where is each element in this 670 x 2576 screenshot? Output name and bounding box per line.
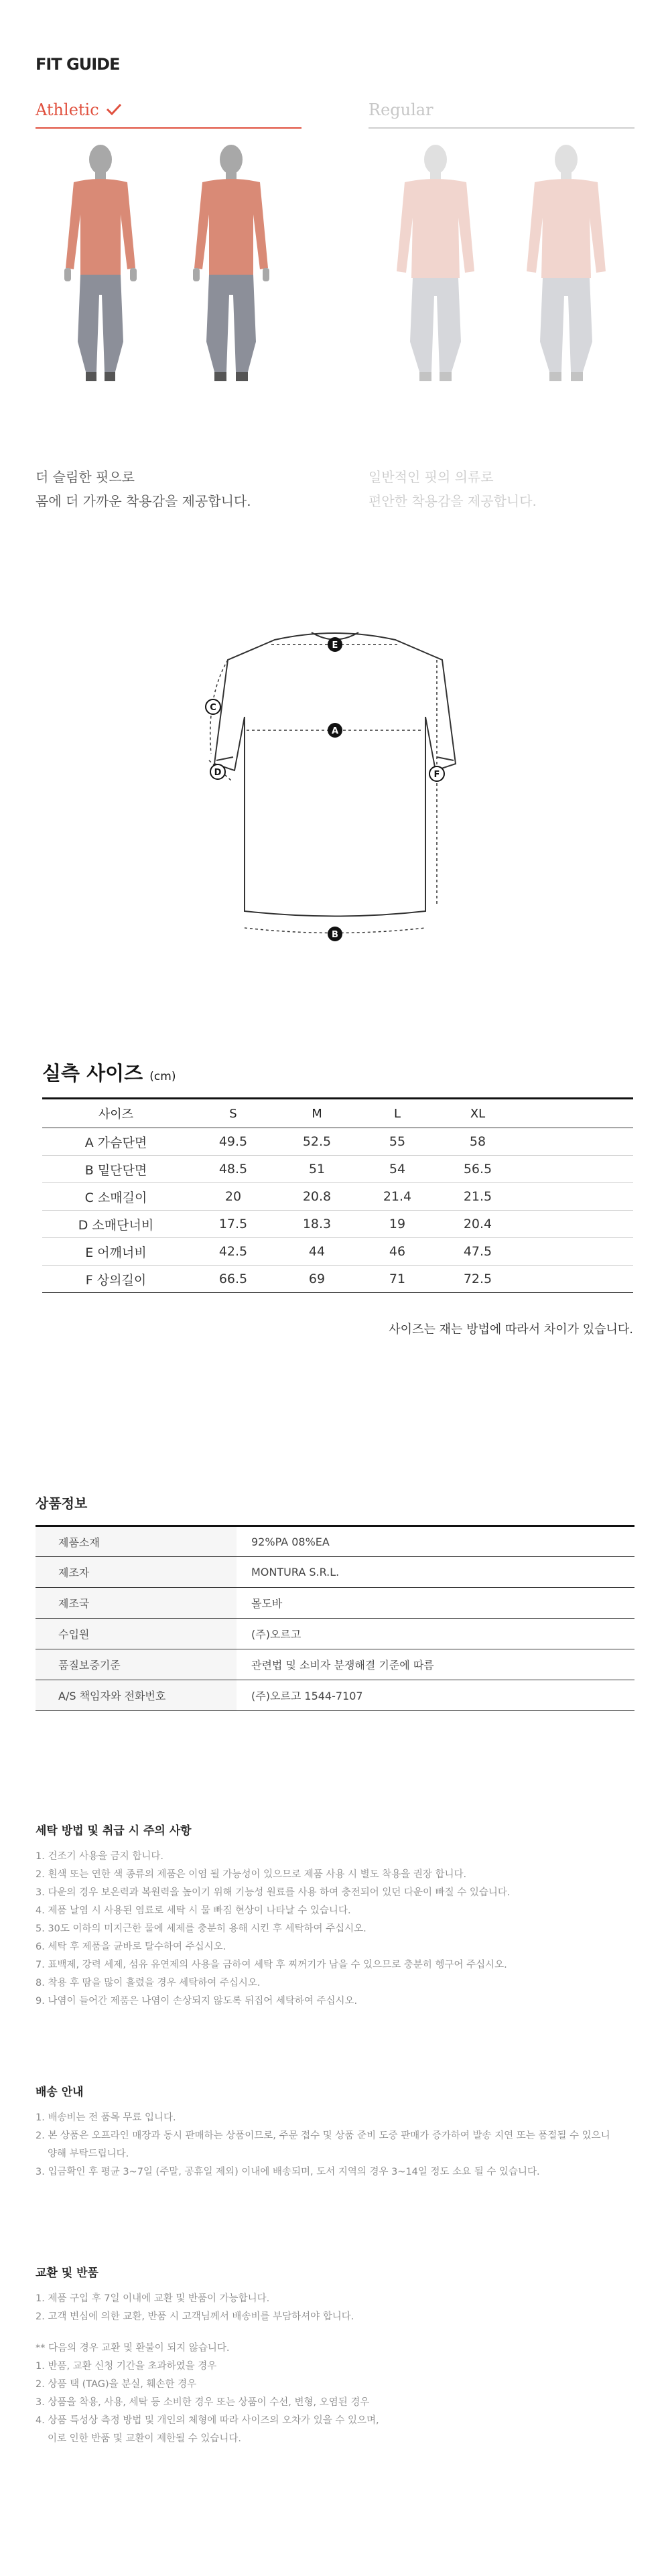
list-item: 5. 30도 이하의 미지근한 물에 세제를 충분히 용해 시킨 후 세탁하여 주십시오. [36, 1923, 366, 1934]
list-item: 3. 상품을 착용, 사용, 세탁 등 소비한 경우 또는 상품이 수선, 변형, 오염된 경우 [36, 2397, 370, 2408]
table-row: D 소매단너비 17.5 18.3 19 20.4 [42, 1211, 633, 1238]
list-item: 양해 부탁드립니다. [48, 2149, 129, 2159]
table-row: F 상의길이 66.5 69 71 72.5 [42, 1266, 633, 1293]
regular-back-figure [527, 145, 606, 381]
label-f: F [433, 770, 440, 780]
regular-fit-description: 일반적인 핏의 의류로 편안한 착용감을 제공합니다. [368, 469, 537, 509]
athletic-back-figure [193, 145, 269, 381]
tshirt-measurement-diagram [194, 623, 476, 958]
label-b: B [332, 930, 338, 940]
label-d: D [214, 768, 222, 778]
product-info-title: 상품정보 [36, 1495, 88, 1511]
size-chart-note: 사이즈는 재는 방법에 따라서 차이가 있습니다. [389, 1323, 633, 1337]
label-e: E [332, 640, 338, 651]
table-row: 제조자 MONTURA S.R.L. [36, 1557, 634, 1588]
exchange-title: 교환 및 반품 [36, 2266, 98, 2280]
shipping-list [36, 2109, 639, 2181]
table-row: 제조국 몰도바 [36, 1588, 634, 1619]
label-a: A [331, 726, 339, 736]
size-header-row: 사이즈 S M L XL [42, 1099, 633, 1128]
list-item: 4. 상품 특성상 측정 방법 및 개인의 체형에 따라 사이즈의 오차가 있을 수 있으며, [36, 2415, 379, 2426]
table-row: 품질보증기준 관련법 및 소비자 분쟁해결 기준에 따름 [36, 1649, 634, 1680]
list-item: 이로 인한 반품 및 교환이 제한될 수 있습니다. [48, 2433, 241, 2444]
tab-regular[interactable] [368, 100, 433, 119]
athletic-fit-figures [27, 141, 322, 429]
tab-regular-label: Regular [368, 100, 433, 119]
table-row: E 어깨너비 42.5 44 46 47.5 [42, 1238, 633, 1266]
table-row: A/S 책임자와 전화번호 (주)오르고 1544-7107 [36, 1680, 634, 1711]
exceptions-title: ** 다음의 경우 교환 및 환불이 되지 않습니다. [36, 2343, 230, 2354]
tab-regular-underline [368, 127, 634, 129]
athletic-fit-description: 더 슬림한 핏으로 몸에 더 가까운 착용감을 제공합니다. [36, 469, 251, 509]
table-row: B 밑단단면 48.5 51 54 56.5 [42, 1156, 633, 1183]
list-item: 2. 고객 변심에 의한 교환, 반품 시 고객님께서 배송비를 부담하셔야 합니다. [36, 2311, 354, 2322]
list-item: 1. 반품, 교환 신청 기간을 초과하였을 경우 [36, 2361, 217, 2372]
list-item: 4. 제품 날염 시 사용된 염료로 세탁 시 물 빠짐 현상이 나타날 수 있습니다. [36, 1905, 351, 1916]
table-row: 수입원 (주)오르고 [36, 1619, 634, 1649]
shipping-title: 배송 안내 [36, 2086, 84, 2099]
tshirt-outline [214, 633, 456, 917]
list-item: 6. 세탁 후 제품을 균바로 탈수하여 주십시오. [36, 1942, 226, 1952]
label-c: C [210, 703, 216, 713]
list-item: 1. 제품 구입 후 7일 이내에 교환 및 반품이 가능합니다. [36, 2293, 270, 2304]
list-item: 3. 입금확인 후 평균 3~7일 (주말, 공휴일 제외) 이내에 배송되며, 도서 지역의 경우 3~14일 정도 소요 될 수 있습니다. [36, 2167, 540, 2177]
list-item: 2. 흰색 또는 연한 색 종류의 제품은 이염 될 가능성이 있으므로 제품 사용 시 별도 착용을 권장 합니다. [36, 1869, 467, 1880]
care-title: 세탁 방법 및 취급 시 주의 사항 [36, 1824, 192, 1838]
check-icon [105, 103, 123, 116]
product-info-table [36, 1525, 634, 1711]
list-item: 3. 다운의 경우 보온력과 복원력을 높이기 위해 기능성 원료를 사용 하여 충전되어 있던 다운이 빠질 수 있습니다. [36, 1887, 511, 1898]
table-row: 제품소재 92%PA 08%EA [36, 1526, 634, 1557]
size-chart-table [42, 1097, 633, 1293]
size-chart-title: 실측 사이즈 (cm) [42, 1062, 176, 1085]
fit-guide-title: FIT GUIDE [36, 55, 120, 74]
list-item: 1. 건조기 사용을 금지 합니다. [36, 1851, 163, 1862]
list-item: 2. 본 상품은 오프라인 매장과 동시 판매하는 상품이므로, 주문 접수 및 상품 준비 도중 판매가 증가하여 발송 지연 또는 품절될 수 있으니 [36, 2130, 610, 2141]
tab-athletic-label: Athletic [36, 100, 99, 119]
exchange-list [36, 2290, 639, 2448]
care-list [36, 1848, 639, 2011]
tab-athletic-underline [36, 127, 302, 129]
tab-athletic[interactable] [36, 100, 123, 119]
list-item: 2. 상품 택 (TAG)을 분실, 훼손한 경우 [36, 2379, 197, 2390]
list-item: 9. 나염이 들어간 제품은 나염이 손상되지 않도록 뒤집어 세탁하여 주십시오. [36, 1996, 358, 2007]
table-row: A 가슴단면 49.5 52.5 55 58 [42, 1128, 633, 1156]
regular-fit-figures [362, 141, 657, 429]
list-item: 8. 착용 후 땀을 많이 흘렸을 경우 세탁하여 주십시오. [36, 1978, 261, 1988]
athletic-front-figure [64, 145, 137, 381]
table-row: C 소매길이 20 20.8 21.4 21.5 [42, 1183, 633, 1211]
list-item: 1. 배송비는 전 품목 무료 입니다. [36, 2112, 176, 2123]
list-item: 7. 표백제, 강력 세제, 섬유 유연제의 사용을 금하여 세탁 후 찌꺼기가 남을 수 있으므로 충분히 헹구어 주십시오. [36, 1960, 507, 1970]
regular-front-figure [397, 145, 474, 381]
